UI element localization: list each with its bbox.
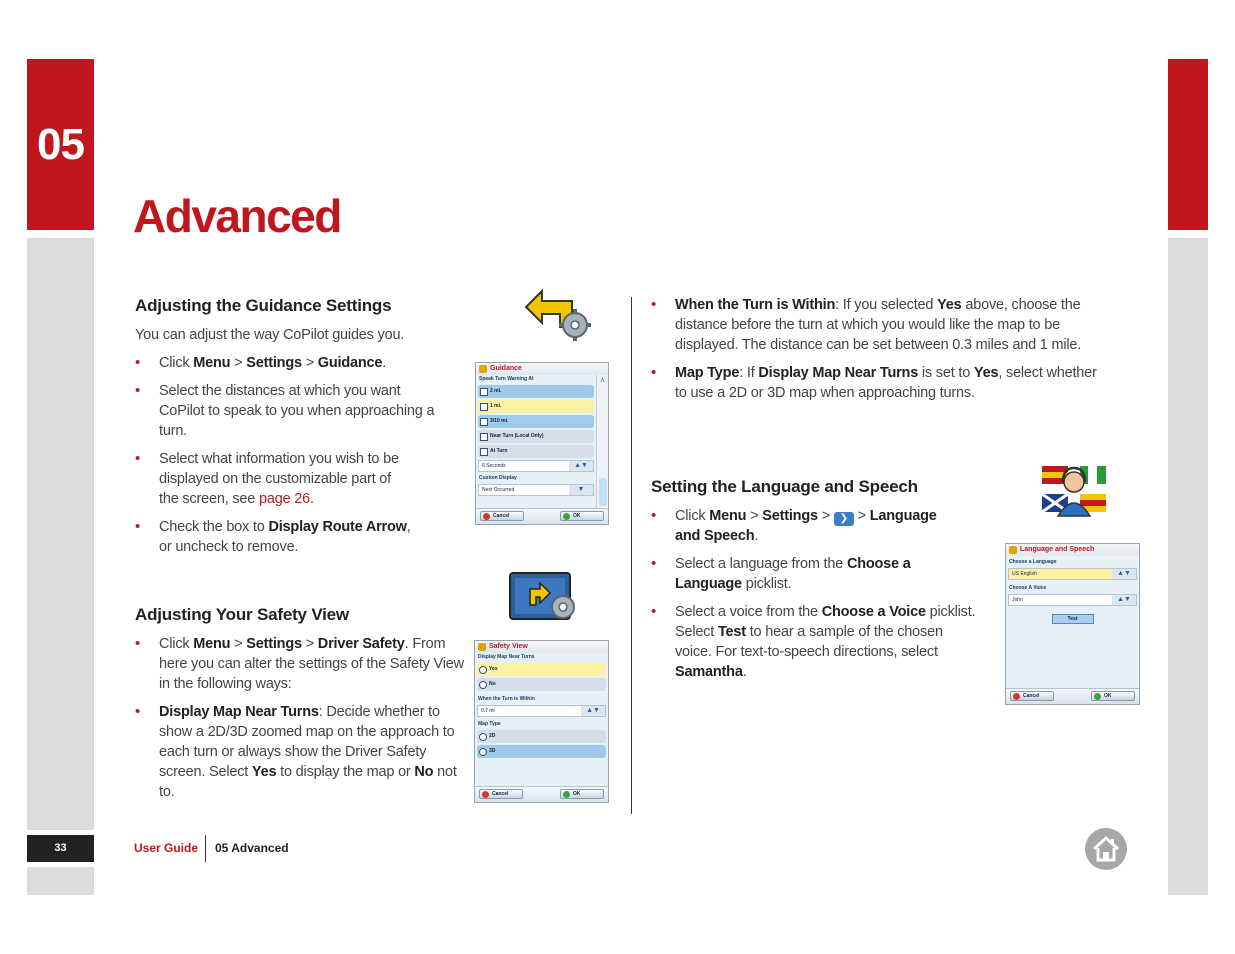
screenshot-title: Guidance: [476, 363, 608, 375]
list-item: • Select the distances at which you want CoPilot to speak to you when approaching a turn.: [135, 381, 435, 441]
list-item: • Click Menu > Settings > Driver Safety. From here you can alter the settings of the Safety View in the following ways:: [135, 634, 470, 694]
page-number: 33: [54, 842, 67, 854]
list-item: • Select what information you wish to be displayed on the customizable part of the screen, see page 26.: [135, 449, 405, 509]
list-item: • Check the box to Display Route Arrow, or uncheck to remove.: [135, 517, 415, 557]
ok-button: OK: [560, 789, 604, 799]
cancel-button: Cancel: [479, 789, 523, 799]
option-row: 1 mi.: [478, 400, 594, 413]
screenshot-title: Language and Speech: [1006, 544, 1139, 556]
screenshot-label: Map Type: [478, 721, 501, 727]
guidance-heading: Adjusting the Guidance Settings: [135, 296, 392, 315]
ok-button: OK: [1091, 691, 1135, 701]
screenshot-label: When the Turn is Within: [478, 696, 535, 702]
list-item: • Display Map Near Turns: Decide whether to show a 2D/3D zoomed map on the approach to each turn or always show the Driver Safety screen. Select Yes to display the map or No not to.: [135, 702, 470, 802]
screenshot-label: Choose a Language: [1009, 559, 1057, 565]
safety-view-icon: [508, 571, 580, 625]
language-speech-icon: [1040, 462, 1108, 518]
screenshot-bottombar: [476, 508, 608, 524]
option-row: 2D: [477, 730, 606, 743]
screenshot-label: Display Map Near Turns: [478, 654, 535, 660]
cancel-button: Cancel: [1010, 691, 1054, 701]
option-row: Near Turn (Local Only): [478, 430, 594, 443]
test-button: Test: [1052, 614, 1094, 624]
option-row: Yes: [477, 663, 606, 676]
guidance-settings-icon: [522, 287, 596, 343]
ok-button: OK: [560, 511, 604, 521]
guidance-intro: You can adjust the way CoPilot guides you.: [135, 327, 405, 343]
left-sidebar-bottom: [27, 867, 94, 895]
list-item: • Click Menu > Settings > Guidance.: [135, 353, 435, 373]
list-item: • When the Turn is Within: If you selected Yes above, choose the distance before the turn at which you would like the map to be displayed. The distance can be set between 0.3 miles and 1 mile.: [651, 295, 1126, 355]
language-steps: [651, 506, 981, 690]
home-icon[interactable]: [1084, 827, 1128, 871]
column-divider: [631, 297, 632, 814]
screenshot-field: 0.7 mi ▲▼: [477, 705, 606, 717]
option-row: 3/10 mi.: [478, 415, 594, 428]
option-row: 3D: [477, 745, 606, 758]
footer-section: 05 Advanced: [215, 841, 289, 855]
chapter-number: 05: [37, 120, 84, 169]
option-row: 2 mi.: [478, 385, 594, 398]
screenshot-label: Custom Display: [479, 475, 517, 481]
guidance-screenshot: [475, 362, 609, 525]
page-number-box: [27, 835, 94, 862]
list-item: • Click Menu > Settings > ❯ > Language and Speech.: [651, 506, 951, 546]
footer-divider: [205, 835, 206, 862]
safety-view-screenshot: [474, 640, 609, 803]
list-item: • Select a language from the Choose a Language picklist.: [651, 554, 981, 594]
next-arrow-icon: ❯: [834, 512, 854, 526]
screenshot-field: John ▲▼: [1008, 594, 1137, 606]
option-row: No: [477, 678, 606, 691]
cancel-button: Cancel: [480, 511, 524, 521]
screenshot-field: Next Occurred ▼: [478, 484, 594, 496]
page-link[interactable]: page 26: [258, 491, 310, 507]
right-sidebar: [1168, 238, 1208, 895]
list-item: • Map Type: If Display Map Near Turns is set to Yes, select whether to use a 2D or 3D map when approaching turns.: [651, 363, 1101, 403]
screenshot-label: Speak Turn Warning At: [479, 376, 534, 382]
scrollbar: ˄: [596, 375, 608, 508]
list-item: • Select a voice from the Choose a Voice picklist. Select Test to hear a sample of the chosen voice. For text-to-speech directions, select Samantha.: [651, 602, 981, 682]
right-tab: [1168, 59, 1208, 230]
screenshot-label: Choose A Voice: [1009, 585, 1047, 591]
page-title: Advanced: [133, 190, 341, 242]
safety-steps: [135, 634, 470, 810]
safety-steps-continued: [651, 295, 1126, 411]
screenshot-field: US English ▲▼: [1008, 568, 1137, 580]
language-speech-screenshot: [1005, 543, 1140, 705]
footer-guide-link[interactable]: User Guide: [134, 841, 199, 855]
screenshot-field: 6 Seconds ▲▼: [478, 460, 594, 472]
screenshot-bottombar: [475, 786, 608, 802]
option-row: At Turn: [478, 445, 594, 458]
screenshot-title: Safety View: [475, 641, 608, 653]
language-heading: Setting the Language and Speech: [651, 477, 918, 496]
safety-heading: Adjusting Your Safety View: [135, 605, 349, 624]
left-sidebar: [27, 238, 94, 830]
guidance-steps: [135, 353, 435, 565]
screenshot-bottombar: [1006, 688, 1139, 704]
